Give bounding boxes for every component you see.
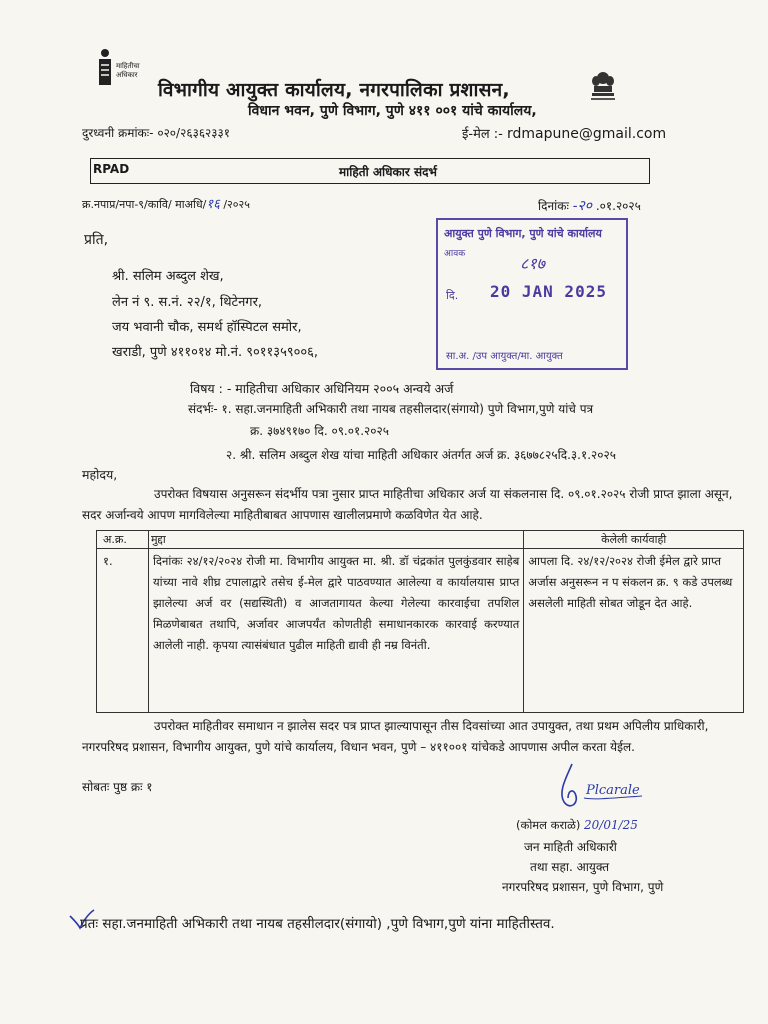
rti-logo [96,48,150,98]
salutation: महोदय, [82,467,118,482]
appeal-paragraph: उपरोक्त माहितीवर समाधान न झालेस सदर पत्र प्राप्त झाल्यापासून तीस दिवसांच्या आत उपायुक्त, तथा प्रथम अपिलीय प्राधिकारी, नगरपरिषद प्रशासन, विभागीय आयुक्त, पुणे यांचे कार्यालय, विधान भवन, पुणे – ४११००१ यांचेकडे आपणास अपील करता येईल. [82,719,709,754]
date-handwritten-day: -२० [572,198,593,214]
stamp-date-label: दि. [446,289,459,302]
outward-number [82,194,250,212]
recipient-line: जय भवानी चौक, समर्थ हॉस्पिटल समोर, [112,320,302,335]
table-cell-issue: दिनांकः २४/१२/२०२४ रोजी मा. विभागीय आयुक्त मा. श्री. डॉ चंद्रकांत पुलकुंडवार साहेब यांच्या नावे शीघ्र टपालाद्वारे तसेच ई-मेल द्वारे पाठवण्यात आलेल्या व कार्यालयास प्राप्त झालेल्या अर्ज वर (सद्यस्थिती) व आजतागायत केल्या गेलेल्या कारवाईचा तपशिल मिळणेबाबत तथापि, अर्जावर आजपर्यंत कोणतीही समाधानकारक कारवाई करण्यात आलेली नाही. कृपया त्यासंबंधात पुढील माहिती द्यावी ही नम्र विनंती. [148,549,523,713]
rti-logo-icon [96,48,114,88]
table-header-row [97,531,744,549]
signature-graphic [544,758,684,820]
stamp-date: 20 JAN 2025 [490,282,607,301]
email-label: ई-मेल :- [462,127,503,142]
outward-suffix: /२०२५ [219,198,250,211]
table-header-serial: अ.क्र. [97,531,149,549]
stamp-inward-label: आवक [444,249,466,259]
rti-reference-title: माहिती अधिकार संदर्भ [339,165,437,179]
email-link[interactable]: rdmapune@gmail.com [507,126,667,142]
subject-line: विषय : - माहितीचा अधिकार अधिनियम २००५ अन्वये अर्ज [190,381,454,396]
table-header-issue: मुद्दा [148,531,523,549]
prati-label: प्रति, [84,232,109,248]
rti-reference-box [90,158,650,184]
stamp-footer: सा.अ. /उप आयुक्त/मा. आयुक्त [446,351,563,362]
reference-2: २. श्री. सलिम अब्दुल शेख यांचा माहिती अधिकार अंतर्गत अर्ज क्र. ३६७७८२५दि.३.१.२०२५ [226,448,616,462]
rti-logo-text: माहितीचा अधिकार [116,62,140,79]
table-header-action: केलेली कार्यवाही [524,531,744,549]
office-address: विधान भवन, पुणे विभाग, पुणे ४११ ००१ यांचे कार्यालय, [248,103,537,119]
date-label: दिनांकः [538,199,569,213]
reference-1-number: क्र. ३७४९१७० दि. ०९.०१.२०२५ [250,424,389,438]
reference-1: संदर्भः- १. सहा.जनमाहिती अभिकारी तथा नायब तहसीलदार(संगायो) पुणे विभाग,पुणे यांचे पत्र [188,402,594,416]
signatory-name-line [516,818,638,833]
office-title: विभागीय आयुक्त कार्यालय, नगरपालिका प्रशासन, [158,79,510,101]
stamp-inward-number: ८१७ [520,254,545,273]
signature-text: Plcarale [586,783,640,798]
signatory-name: (कोमल कराळे) [516,818,581,832]
phone-number: दुरध्वनी क्रमांकः- ०२०/२६३६२३३१ [82,126,231,140]
inward-stamp [436,218,628,370]
recipient-line: खराडी, पुणे ४११०१४ मो.नं. ९०११३५९००६, [112,345,318,360]
date-rest: .०१.२०२५ [592,199,641,213]
signatory-office: नगरपरिषद प्रशासन, पुणे विभाग, पुणे [502,880,664,894]
recipient-line: श्री. सलिम अब्दुल शेख, [112,269,224,284]
outward-handwritten-number: १६ [206,197,220,212]
copy-to-line: प्रतः सहा.जनमाहिती अभिकारी तथा नायब तहसीलदार(संगायो) ,पुणे विभाग,पुणे यांना माहितीस्तव. [80,916,555,932]
stamp-office: आयुक्त पुणे विभाग, पुणे यांचे कार्यालय [444,227,602,240]
table-cell-action: आपला दि. २४/१२/२०२४ रोजी ईमेल द्वारे प्राप्त अर्जास अनुसरून न प संकलन क्र. ९ कडे उपलब्ध असलेली माहिती सोबत जोडून देत आहे. [524,549,744,713]
table-row [97,549,744,713]
outward-prefix: क्र.नपाप्र/नपा-९/कावि/ माअधि/ [82,198,207,211]
recipient-line: लेन नं ९. स.नं. २२/१, थिटेनगर, [112,295,263,310]
signatory-designation: जन माहिती अधिकारी [524,840,617,854]
signatory-designation: तथा सहा. आयुक्त [530,860,610,874]
body-paragraph: उपरोक्त विषयास अनुसरून संदर्भीय पत्रा नुसार प्राप्त माहितीचा अधिकार अर्ज या संकलनास दि. ०९.०१.२०२५ रोजी प्राप्त झाला असून, सदर अर्जान्वये आपण मागविलेल्या माहितीबाबत आपणास खालीलप्रमाणे कळविणेत येत आहे. [82,487,733,522]
table-cell-serial: १. [97,549,149,713]
letter-date [538,196,641,215]
rpad-label: RPAD [93,162,130,176]
email-line [462,124,666,142]
national-emblem-icon [588,70,618,104]
signature-date: 20/01/25 [584,818,638,832]
enclosure-line: सोबतः पुष्ठ क्रः १ [82,780,153,794]
rti-response-table [96,530,744,713]
